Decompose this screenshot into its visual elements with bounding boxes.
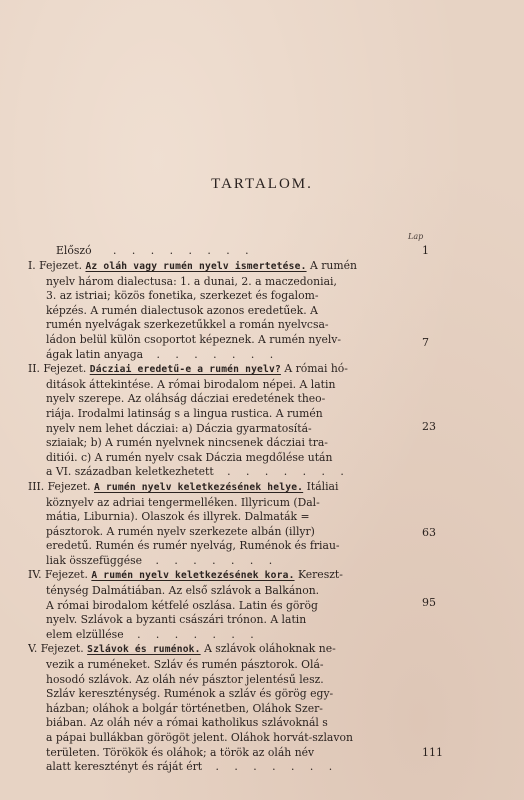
- chapter-summary-line: rumén nyelvágak szerkezetűkkel a román nyelvcsa-: [46, 318, 329, 332]
- toc-entry-chapter-2: [28, 362, 406, 480]
- leader-dots: . . . . . . .: [156, 347, 280, 361]
- chapter-number: I. Fejezet.: [28, 259, 83, 272]
- chapter-summary-line: ditiói. c) A rumén nyelv csak Dáczia megdőlése után: [46, 450, 333, 464]
- chapter-summary-line: nyelv három dialectusa: 1. a dunai, 2. a maczedoniai,: [46, 274, 337, 288]
- chapter-summary-line: A rumén: [310, 259, 357, 272]
- chapter-summary-line: a pápai bullákban görögöt jelent. Oláhok horvát-szlavon: [46, 731, 353, 744]
- chapter-summary-line: köznyelv az adriai tengermelléken. Illyricum (Dal-: [46, 495, 320, 509]
- chapter-summary-line: ténység Dalmátiában. Az első szlávok a Balkánon.: [46, 584, 320, 598]
- chapter-summary-line: sziaiak; b) A rumén nyelvnek nincsenek dácziai tra-: [46, 436, 328, 450]
- chapter-summary-line: pásztorok. A rumén nyelv szerkezete albán (illyr): [46, 524, 315, 538]
- page-column-label: Lap: [408, 232, 424, 241]
- chapter-summary-line: riája. Irodalmi latinság s a lingua rustica. A rumén: [46, 406, 323, 420]
- page-number-preface: 1: [422, 244, 429, 257]
- chapter-title: Dácziai eredetű-e a rumén nyelv?: [89, 364, 281, 376]
- chapter-summary-line: hosodó szlávok. Az oláh név pásztor jelentésű lesz.: [46, 672, 324, 686]
- chapter-number: II. Fejezet.: [28, 362, 87, 376]
- chapter-summary-line: területen. Törökök és oláhok; a török az oláh név: [46, 745, 315, 759]
- chapter-summary-line: liak összefüggése: [46, 553, 143, 567]
- chapter-number: V. Fejezet.: [28, 642, 84, 656]
- leader-dots: . . . . . . .: [137, 627, 260, 641]
- page-number-chapter-1: 7: [422, 336, 429, 349]
- page-number-chapter-5: 111: [422, 746, 443, 759]
- chapter-summary-line: Szláv kereszténység. Ruménok a szláv és görög egy-: [46, 687, 334, 701]
- chapter-summary-line: A szlávok oláhoknak ne-: [204, 642, 336, 656]
- toc-entry-chapter-5: [28, 642, 406, 774]
- chapter-summary-line: Kereszt-: [297, 568, 343, 582]
- chapter-summary-line: ládon belül külön csoportot képeznek. A rumén nyelv-: [46, 332, 342, 346]
- leader-dots: . . . . . . .: [155, 553, 279, 567]
- chapter-summary-line: biában. Az oláh név a római katholikus szlávoknál s: [46, 716, 328, 730]
- table-of-contents: [28, 244, 406, 775]
- chapter-title: A rumén nyelv keletkezésének kora.: [91, 570, 295, 582]
- leader-dots: . . . . . . .: [227, 465, 350, 479]
- chapter-number: IV. Fejezet.: [28, 568, 88, 582]
- chapter-title: Szlávok és ruménok.: [87, 644, 201, 656]
- chapter-summary-line: nyelv. Szlávok a byzanti császári trónon. A latin: [46, 613, 307, 627]
- chapter-summary-line: ditások áttekintése. A római birodalom népei. A latin: [46, 377, 336, 391]
- toc-entry-preface: [28, 244, 406, 259]
- chapter-summary-line: vezik a ruméneket. Szláv és rumén pásztorok. Olá-: [46, 658, 324, 672]
- chapter-summary-line: 3. az istriai; közös fonetika, szerkezet és fogalom-: [46, 289, 319, 303]
- page-number-chapter-3: 63: [422, 526, 436, 539]
- chapter-summary-line: elem elzüllése: [46, 627, 124, 641]
- page-number-chapter-4: 95: [422, 596, 436, 609]
- chapter-title: Az oláh vagy rumén nyelv ismertetése.: [85, 261, 307, 272]
- chapter-summary-line: mátia, Liburnia). Olaszok és illyrek. Dalmaták =: [46, 510, 310, 524]
- chapter-summary-line: házban; oláhok a bolgár történetben, Oláhok Szer-: [46, 701, 323, 715]
- chapter-summary-line: alatt keresztényt és ráját ért: [46, 760, 203, 774]
- entry-title: Előszó: [56, 244, 92, 257]
- page-number-chapter-2: 23: [422, 420, 436, 433]
- chapter-summary-line: nyelv szerepe. Az oláhság dácziai eredetének theo-: [46, 392, 326, 406]
- chapter-summary-line: ágak latin anyaga: [46, 347, 144, 361]
- chapter-summary-line: képzés. A rumén dialectusok azonos eredetűek. A: [46, 303, 318, 317]
- toc-entry-chapter-3: [28, 480, 406, 569]
- chapter-summary-line: A római birodalom kétfelé oszlása. Latin és görög: [46, 598, 318, 612]
- toc-entry-chapter-1: [28, 259, 406, 362]
- chapter-summary-line: a VI. században keletkezhetett: [46, 465, 214, 479]
- leader-dots: . . . . . . . .: [113, 244, 255, 257]
- chapter-summary-line: nyelv nem lehet dácziai: a) Dáczia gyarmatosítá-: [46, 421, 312, 435]
- chapter-summary-line: A római hó-: [284, 362, 348, 376]
- chapter-number: III. Fejezet.: [28, 479, 91, 493]
- leader-dots: . . . . . . .: [215, 760, 339, 774]
- chapter-summary-line: eredetű. Rumén és rumér nyelvág, Ruménok és friau-: [46, 539, 340, 553]
- toc-entry-chapter-4: [28, 568, 406, 642]
- page-title: TARTALOM.: [211, 176, 313, 192]
- chapter-summary-line: Itáliai: [306, 479, 339, 493]
- chapter-title: A rumén nyelv keletkezésének helye.: [93, 481, 304, 493]
